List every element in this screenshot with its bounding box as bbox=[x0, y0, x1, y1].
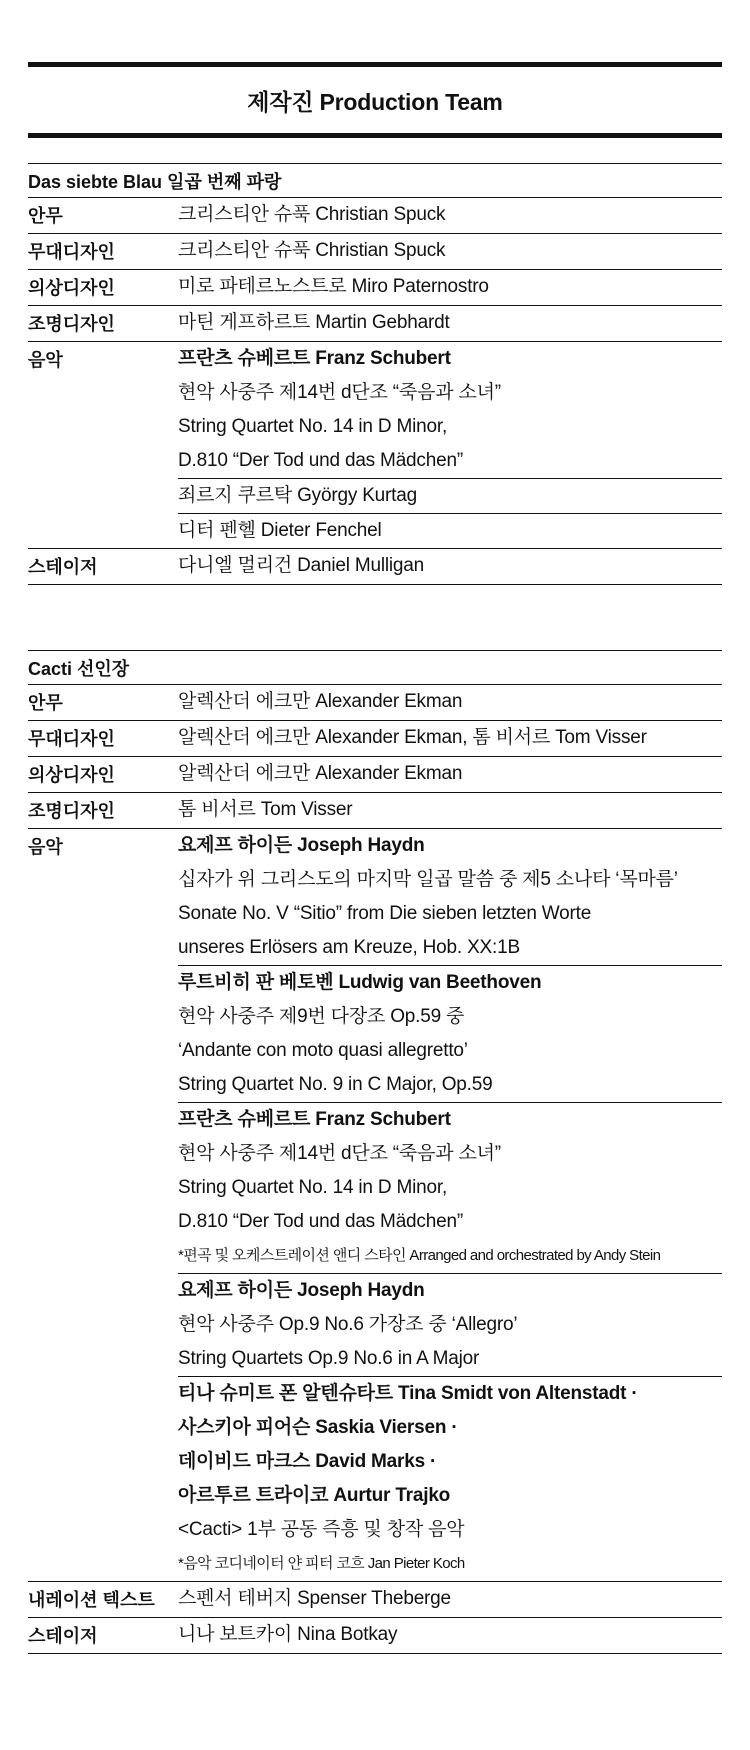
credit-line: D.810 “Der Tod und das Mädchen” bbox=[178, 1211, 463, 1232]
credit-line: <Cacti> 1부 공동 즉흥 및 창작 음악 bbox=[178, 1519, 465, 1540]
credit-line: String Quartet No. 14 in D Minor, bbox=[178, 416, 448, 437]
credit-line: unseres Erlösers am Kreuze, Hob. XX:1B bbox=[178, 937, 520, 958]
credit-row bbox=[28, 549, 722, 584]
page-title: 제작진 Production Team bbox=[247, 88, 503, 115]
credit-group bbox=[178, 1274, 722, 1377]
section-title: Cacti 선인장 bbox=[28, 650, 722, 685]
credit-line: String Quartet No. 14 in D Minor, bbox=[178, 1177, 448, 1198]
credit-line: 다니엘 멀리건 Daniel Mulligan bbox=[178, 555, 424, 576]
credit-group bbox=[178, 1103, 722, 1274]
credit-line: 크리스티안 슈푹 Christian Spuck bbox=[178, 204, 446, 225]
role-label: 스테이저 bbox=[28, 557, 98, 577]
credit-line: 데이비드 마크스 David Marks · bbox=[178, 1451, 437, 1472]
credit-row bbox=[28, 1582, 722, 1618]
credit-line: 죄르지 쿠르탁 György Kurtag bbox=[178, 485, 417, 506]
credit-group bbox=[178, 685, 722, 719]
credit-group bbox=[178, 757, 722, 791]
credit-group bbox=[178, 829, 722, 966]
credit-content bbox=[178, 1582, 722, 1617]
role-label: 의상디자인 bbox=[28, 278, 115, 298]
credit-group bbox=[178, 1582, 722, 1616]
credit-content bbox=[178, 721, 722, 756]
credit-line: 프란츠 슈베르트 Franz Schubert bbox=[178, 1109, 451, 1130]
role-label: 무대디자인 bbox=[28, 729, 115, 749]
credit-line: String Quartet No. 9 in C Major, Op.59 bbox=[178, 1074, 493, 1095]
section-title: Das siebte Blau 일곱 번째 파랑 bbox=[28, 163, 722, 198]
credit-line: 현악 사중주 제9번 다장조 Op.59 중 bbox=[178, 1006, 465, 1027]
credit-group bbox=[178, 306, 722, 340]
role-label: 안무 bbox=[28, 206, 63, 226]
credit-content bbox=[178, 1618, 722, 1653]
credit-row bbox=[28, 721, 722, 757]
role-label: 내레이션 텍스트 bbox=[28, 1590, 155, 1610]
credit-content bbox=[178, 198, 722, 233]
credit-line: 디터 펜헬 Dieter Fenchel bbox=[178, 520, 382, 541]
credit-content bbox=[178, 793, 722, 828]
credit-group bbox=[178, 1377, 722, 1581]
credit-group bbox=[178, 234, 722, 268]
credit-content bbox=[178, 757, 722, 792]
credit-line: Sonate No. V “Sitio” from Die sieben letzten Worte bbox=[178, 903, 592, 924]
credit-line: 현악 사중주 Op.9 No.6 가장조 중 ‘Allegro’ bbox=[178, 1314, 518, 1335]
credit-group bbox=[178, 793, 722, 827]
credit-line: D.810 “Der Tod und das Mädchen” bbox=[178, 450, 463, 471]
credit-line: 요제프 하이든 Joseph Haydn bbox=[178, 1280, 425, 1301]
credit-line: String Quartets Op.9 No.6 in A Major bbox=[178, 1348, 480, 1369]
credit-line: 미로 파테르노스트로 Miro Paternostro bbox=[178, 276, 489, 297]
role-label: 무대디자인 bbox=[28, 242, 115, 262]
credit-content bbox=[178, 342, 722, 548]
role-label: 음악 bbox=[28, 350, 63, 370]
credit-content bbox=[178, 549, 722, 584]
credit-content bbox=[178, 234, 722, 269]
credit-line: 알렉산더 에크만 Alexander Ekman, 톰 비서르 Tom Visser bbox=[178, 727, 647, 748]
credit-row bbox=[28, 198, 722, 234]
credit-row bbox=[28, 234, 722, 270]
credit-group bbox=[178, 1618, 722, 1652]
role-label: 스테이저 bbox=[28, 1626, 98, 1646]
credit-section bbox=[28, 650, 722, 1654]
role-label: 음악 bbox=[28, 837, 63, 857]
credit-line: 십자가 위 그리스도의 마지막 일곱 말씀 중 제5 소나타 ‘목마름’ bbox=[178, 869, 678, 890]
credit-row bbox=[28, 342, 722, 549]
credit-line: 알렉산더 에크만 Alexander Ekman bbox=[178, 691, 463, 712]
credit-group bbox=[178, 342, 722, 479]
credit-group bbox=[178, 549, 722, 583]
role-label: 조명디자인 bbox=[28, 801, 115, 821]
credit-group bbox=[178, 479, 722, 514]
credit-note: *음악 코디네이터 얀 피터 코흐 Jan Pieter Koch bbox=[178, 1555, 465, 1572]
role-label: 안무 bbox=[28, 693, 63, 713]
credit-line: 니나 보트카이 Nina Botkay bbox=[178, 1624, 398, 1645]
credit-content bbox=[178, 270, 722, 305]
credit-line: 프란츠 슈베르트 Franz Schubert bbox=[178, 348, 451, 369]
credit-line: 루트비히 판 베토벤 Ludwig van Beethoven bbox=[178, 972, 542, 993]
credit-line: 크리스티안 슈푹 Christian Spuck bbox=[178, 240, 446, 261]
credit-content bbox=[178, 829, 722, 1581]
credit-row bbox=[28, 793, 722, 829]
role-label: 조명디자인 bbox=[28, 314, 115, 334]
credit-line: 아르투르 트라이코 Aurtur Trajko bbox=[178, 1485, 451, 1506]
credit-row bbox=[28, 685, 722, 721]
credit-line: 알렉산더 에크만 Alexander Ekman bbox=[178, 763, 463, 784]
credit-line: 톰 비서르 Tom Visser bbox=[178, 799, 353, 820]
credit-row bbox=[28, 1618, 722, 1653]
credit-content bbox=[178, 306, 722, 341]
credit-group bbox=[178, 966, 722, 1103]
credits-page bbox=[28, 0, 722, 1646]
credit-line: 티나 슈미트 폰 알텐슈타트 Tina Smidt von Altenstadt · bbox=[178, 1383, 638, 1404]
credit-group bbox=[178, 270, 722, 304]
role-label: 의상디자인 bbox=[28, 765, 115, 785]
credit-line: 마틴 게프하르트 Martin Gebhardt bbox=[178, 312, 450, 333]
credit-group bbox=[178, 721, 722, 755]
credit-group bbox=[178, 198, 722, 232]
credit-content bbox=[178, 685, 722, 720]
credit-row bbox=[28, 306, 722, 342]
credit-line: 현악 사중주 제14번 d단조 “죽음과 소녀” bbox=[178, 382, 501, 403]
credit-row bbox=[28, 270, 722, 306]
credit-row bbox=[28, 829, 722, 1582]
credit-line: 사스키아 피어슨 Saskia Viersen · bbox=[178, 1417, 458, 1438]
credit-row bbox=[28, 757, 722, 793]
credit-line: 현악 사중주 제14번 d단조 “죽음과 소녀” bbox=[178, 1143, 501, 1164]
credit-line: ‘Andante con moto quasi allegretto’ bbox=[178, 1040, 468, 1061]
title-rule bbox=[28, 133, 722, 138]
credit-note: *편곡 및 오케스트레이션 앤디 스타인 Arranged and orchestrated by Andy Stein bbox=[178, 1247, 661, 1264]
credit-section bbox=[28, 163, 722, 585]
credit-group bbox=[178, 514, 722, 548]
credit-line: 요제프 하이든 Joseph Haydn bbox=[178, 835, 425, 856]
credit-line: 스펜서 테버지 Spenser Theberge bbox=[178, 1588, 451, 1609]
